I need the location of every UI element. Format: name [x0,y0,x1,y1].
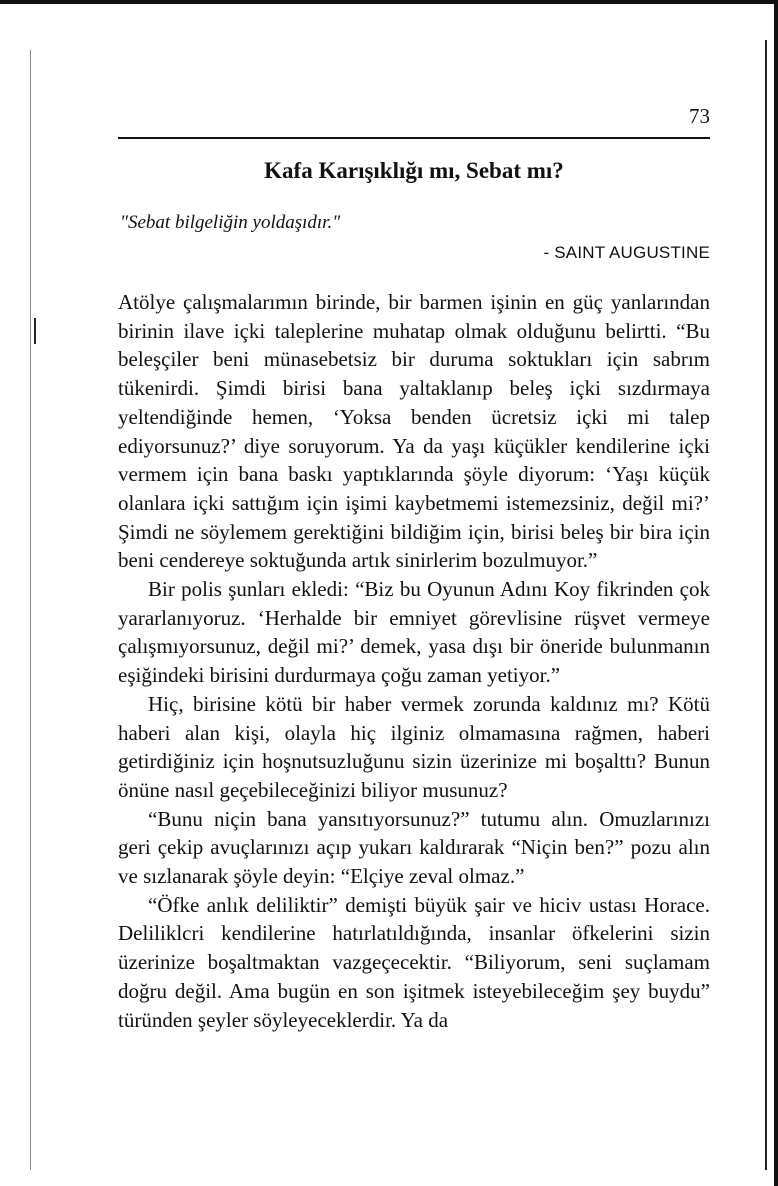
scan-border-top [0,0,778,4]
epigraph-quote: "Sebat bilgeliğin yoldaşıdır." [120,212,341,233]
scan-gutter-line [30,50,31,1170]
paragraph: Bir polis şunları ekledi: “Biz bu Oyunun Adını Koy fikrinden çok yararlanıyoruz. ‘Herhalde bir emniyet görevlisine rüşvet vermeye çalışmıyorsunuz, değil mi?’ demek, yasa dışı bir öneride bulunmanın eşiğindeki birisini durdurmaya çoğu zaman yetiyor.” [118,577,710,688]
scan-mark [34,318,36,344]
paragraph: Atölye çalışmalarımın birinde, bir barmen işinin en güç yanlarından birinin ilave içki taleplerine muhatap olmak olduğunu belirtti. “Bu beleşçiler beni münasebetsiz bir duruma soktukları için sabrım tükenirdi. Şimdi birisi bana yaltaklanıp beleş içki sızdırmaya yeltendiğinde hemen, ‘Yoksa benden ücretsiz içki mi talep ediyorsunuz?’ diye soruyorum. Ya da yaşı küçükler kendilerine içki vermem için bana baskı yaptıklarında şöyle diyorum: ‘Yaşı küçük olanlara içki sattığım için işimi kaybetmemi istemezsiniz, değil mi?’ Şimdi ne söylemem gerektiğini bildiğim için, birisi beleş bir bira için beni cendereye soktuğunda artık sinirlerim bozulmuyor.” [118,290,710,573]
paragraph: “Bunu niçin bana yansıtıyorsunuz?” tutumu alın. Omuzlarınızı geri çekip avuçlarınızı açıp yukarı kaldırarak “Niçin ben?” pozu alın ve sızlanarak şöyle deyin: “Elçiye zeval olmaz.” [118,806,710,889]
header-rule [118,137,710,139]
scan-edge-line [765,40,767,1170]
chapter-title: Kafa Karışıklığı mı, Sebat mı? [264,158,564,183]
epigraph-attribution: - SAINT AUGUSTINE [543,243,710,262]
scan-border-right [774,0,778,1186]
paragraph: “Öfke anlık deliliktir” demişti büyük şair ve hiciv ustası Horace. Deliliklcri kendilerine hatırlatıldığında, insanlar öfkelerini sizin üzerinize boşaltmaktan vazgeçecektir. “Biliyorum, seni suçlamam doğru değil. Ama bugün en son işitmek isteyebileceğim şey buydu” türünden şeyler söyleyeceklerdir. Ya da [118,892,710,1032]
paragraph: Hiç, birisine kötü bir haber vermek zorunda kaldınız mı? Kötü haberi alan kişi, olayla hiç ilginiz olmamasına rağmen, haberi getirdiğiniz için hoşnutsuzluğunu sizin üzerinize mi boşalttı? Bunun önüne nasıl geçebileceğinizi biliyor musunuz? [118,691,710,802]
body-text [118,288,710,1034]
page-number: 73 [689,104,710,128]
